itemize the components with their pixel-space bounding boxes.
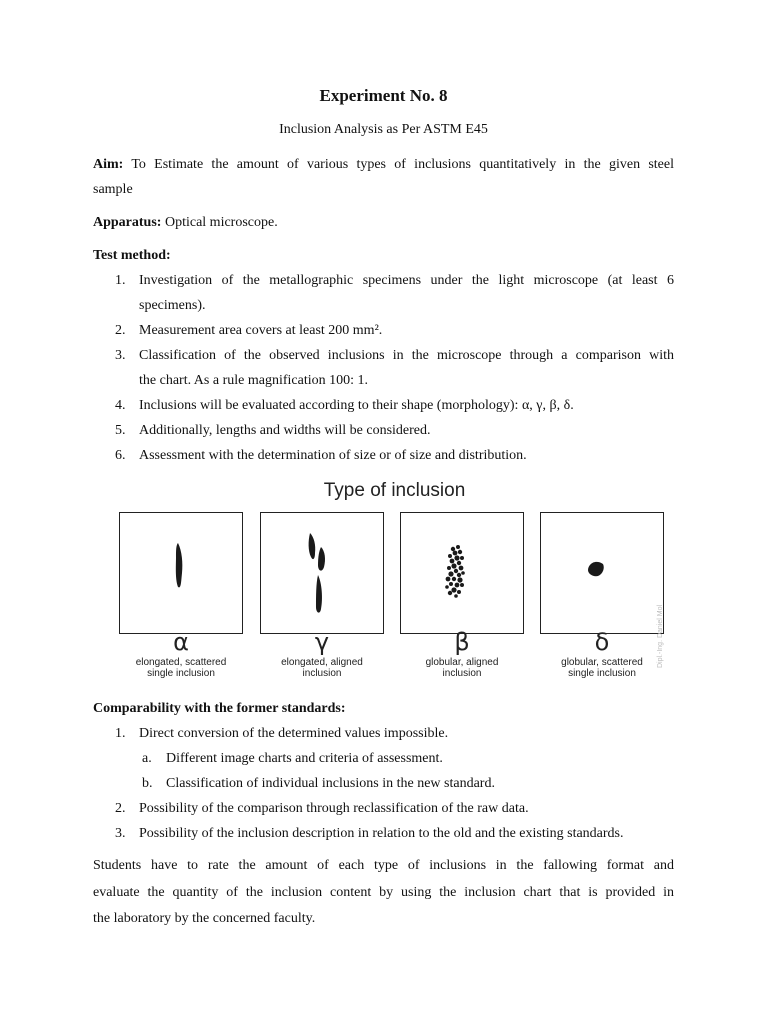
alpha-caption: elongated, scattered single inclusion	[135, 657, 227, 679]
apparatus-label: Apparatus:	[93, 215, 162, 230]
test-method-list	[93, 268, 674, 468]
delta-inclusion-illustration	[541, 513, 665, 635]
list-item: 6. Assessment with the determination of size or of size and distribution.	[115, 448, 527, 463]
aim-label: Aim:	[93, 157, 124, 172]
list-item: a. Different image charts and criteria of assessment.	[142, 751, 443, 766]
aim-text-line1: To Estimate the amount of various types of inclusions quantitatively in the given steel	[131, 157, 674, 172]
comparability-list	[93, 721, 674, 846]
comparability-sublist	[139, 746, 674, 796]
page-title: Experiment No. 8	[319, 86, 448, 105]
test-method-heading: Test method:	[93, 248, 171, 263]
alpha-inclusion-box	[119, 512, 243, 634]
beta-inclusion-illustration	[401, 513, 525, 635]
apparatus-text: Optical microscope.	[164, 215, 278, 230]
list-item: 2. Possibility of the comparison through reclassification of the raw data.	[115, 801, 529, 816]
figure-title: Type of inclusion	[323, 480, 466, 501]
beta-caption: globular, aligned inclusion	[425, 657, 499, 679]
gamma-symbol: γ	[314, 628, 330, 656]
closing-paragraph: Students have to rate the amount of each type of inclusions in the fallowing format and evaluate the quantity of the inclusion content by using the inclusion chart that is provided in the laboratory by the concerned faculty.	[93, 858, 674, 926]
gamma-inclusion-box	[260, 512, 384, 634]
list-item: 1. Investigation of the metallographic specimens under the light microscope (at least 6 specimens).	[115, 273, 674, 313]
gamma-caption: elongated, aligned inclusion	[281, 657, 363, 679]
list-item: 2. Measurement area covers at least 200 mm².	[115, 323, 383, 338]
figure-watermark: Dipl.-Ing. Daniel Mol	[657, 604, 664, 668]
aim-paragraph	[93, 152, 674, 202]
page-subtitle: Inclusion Analysis as Per ASTM E45	[279, 122, 488, 137]
apparatus-paragraph	[93, 210, 674, 235]
list-item: 5. Additionally, lengths and widths will be considered.	[115, 423, 431, 438]
aim-text-line2: sample	[93, 182, 133, 197]
alpha-symbol: α	[173, 628, 189, 656]
delta-caption: globular, scattered single inclusion	[561, 657, 643, 679]
comparability-heading: Comparability with the former standards:	[93, 701, 346, 716]
list-item: 1. Direct conversion of the determined values impossible. a. Different image charts and criteria of assessment. b. Classification of individual inclusions in the new standard.	[93, 721, 674, 796]
inclusion-type-figure	[117, 478, 677, 688]
list-item: b. Classification of individual inclusions in the new standard.	[142, 776, 495, 791]
list-item: 4. Inclusions will be evaluated according to their shape (morphology): α, γ, β, δ.	[115, 398, 574, 413]
list-item: 3. Possibility of the inclusion description in relation to the old and the existing standards.	[115, 826, 624, 841]
beta-symbol: β	[454, 628, 470, 656]
gamma-inclusion-illustration	[261, 513, 385, 635]
list-item: 3. Classification of the observed inclusions in the microscope through a comparison with the chart. As a rule magnification 100: 1.	[115, 348, 674, 388]
delta-inclusion-box	[540, 512, 664, 634]
beta-inclusion-box	[400, 512, 524, 634]
delta-symbol: δ	[594, 628, 610, 656]
alpha-inclusion-illustration	[120, 513, 244, 635]
